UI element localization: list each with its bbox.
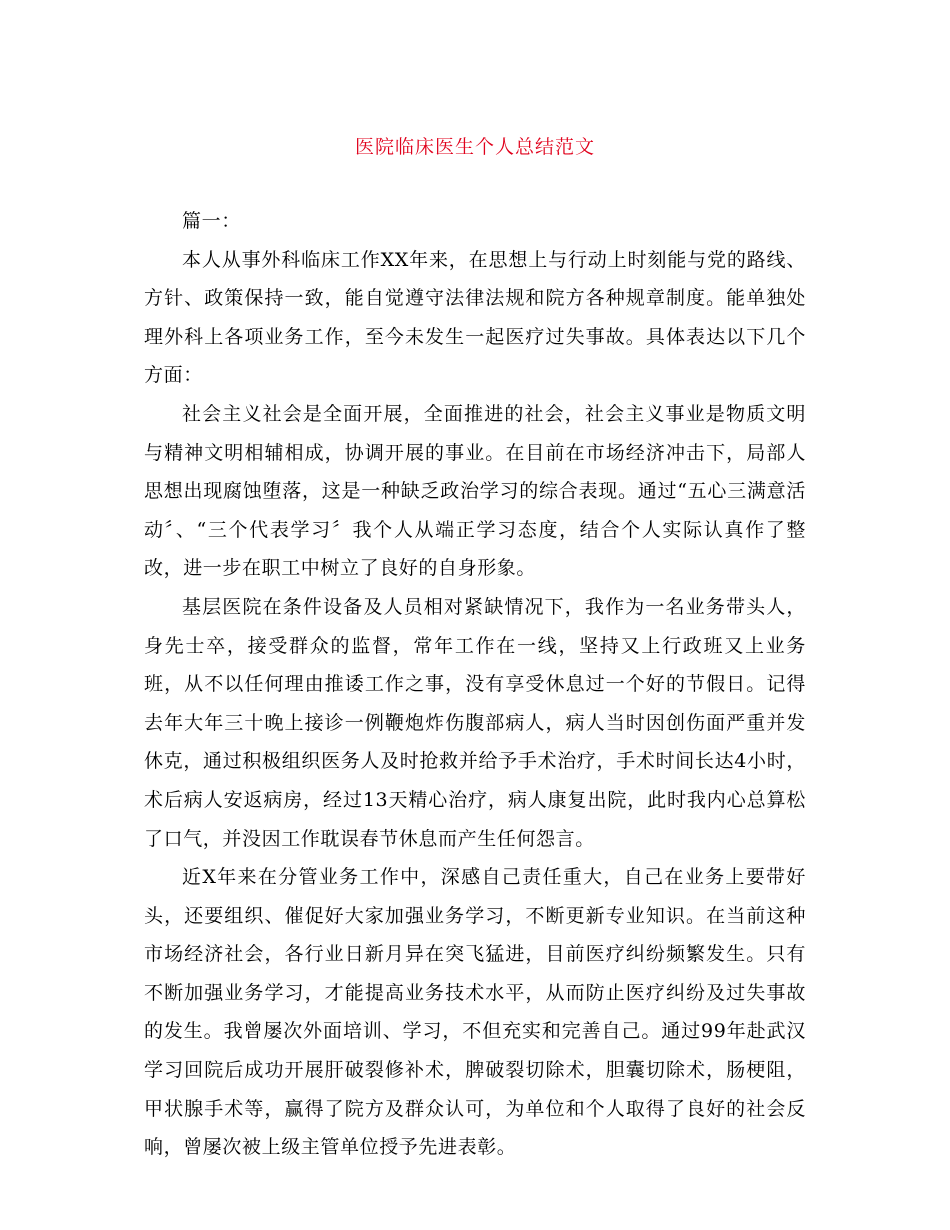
document-title: 医院临床医生个人总结范文	[354, 136, 595, 158]
paragraph-4: 近X年来在分管业务工作中，深感自己责任重大，自己在业务上要带好头，还要组织、催促好大家加强业务学习，不断更新专业知识。在当前这种市场经济社会，各行业日新月异在突飞猛进，目前医疗纠纷频繁发生。只有不断加强业务学习，才能提高业务技术水平，从而防止医疗纠纷及过失事故的发生。我曾屡次外面培训、学习，不但充实和完善自己。通过99年赴武汉学习回院后成功开展肝破裂修补术，脾破裂切除术，胆囊切除术，肠梗阻，甲状腺手术等，赢得了院方及群众认可，为单位和个人取得了良好的社会反响，曾屡次被上级主管单位授予先进表彰。	[144, 866, 806, 1159]
section-label: 篇一：	[182, 210, 241, 232]
document-body	[144, 202, 806, 1167]
paragraph-3: 基层医院在条件设备及人员相对紧缺情况下，我作为一名业务带头人，身先士卒，接受群众的监督，常年工作在一线，坚持又上行政班又上业务班，从不以任何理由推诿工作之事，没有享受休息过一个好的节假日。记得去年大年三十晚上接诊一例鞭炮炸伤腹部病人，病人当时因创伤面严重并发休克，通过积极组织医务人及时抢救并给予手术治疗，手术时间长达4小时，术后病人安返病房，经过13天精心治疗，病人康复出院，此时我内心总算松了口气，并没因工作耽误春节休息而产生任何怨言。	[144, 595, 806, 850]
paragraph-1: 本人从事外科临床工作XX年来，在思想上与行动上时刻能与党的路线、方针、政策保持一致，能自觉遵守法律法规和院方各种规章制度。能单独处理外科上各项业务工作，至今未发生一起医疗过失事故。具体表达以下几个方面：	[144, 248, 806, 387]
paragraph-2: 社会主义社会是全面开展，全面推进的社会，社会主义事业是物质文明与精神文明相辅相成，协调开展的事业。在目前在市场经济冲击下，局部人思想出现腐蚀堕落，这是一种缺乏政治学习的综合表现。通过“五心三满意活动〞、“三个代表学习〞我个人从端正学习态度，结合个人实际认真作了整改，进一步在职工中树立了良好的自身形象。	[144, 402, 806, 580]
